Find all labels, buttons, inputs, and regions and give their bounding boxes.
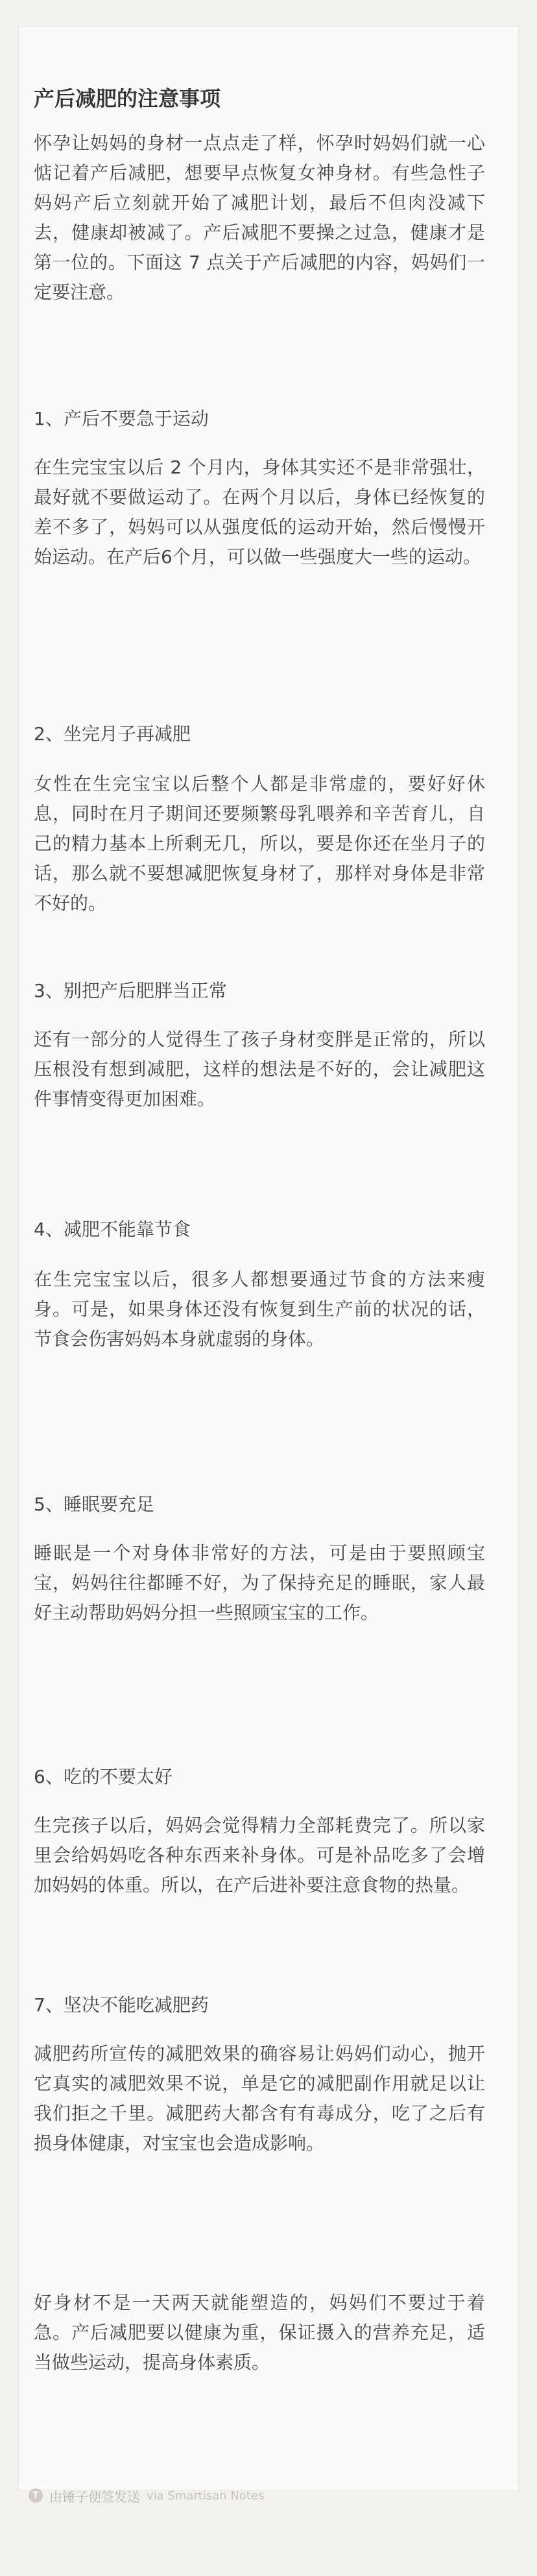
section-heading-5: 5、睡眠要充足: [34, 1494, 154, 1515]
intro-paragraph: 怀孕让妈妈的身材一点点走了样，怀孕时妈妈们就一心惦记着产后减肥，想要早点恢复女神身材。有些急性子妈妈产后立刻就开始了减肥计划，最后不但肉没减下去，健康却被减了。产后减肥不要操之过急，健康才是第一位的。下面这 7 点关于产后减肥的内容，妈妈们一定要注意。: [34, 132, 485, 303]
section-heading-3: 3、别把产后肥胖当正常: [34, 980, 227, 1001]
footer-label: 由锤子便签发送: [49, 2488, 140, 2505]
section-body-4: 在生完宝宝以后，很多人都想要通过节食的方法来瘦身。可是，如果身体还没有恢复到生产前的状况的话，节食会伤害妈妈本身就虚弱的身体。: [34, 1269, 485, 1350]
section-heading-7: 7、坚决不能吃减肥药: [34, 1994, 209, 2016]
section-body-6: 生完孩子以后，妈妈会觉得精力全部耗费完了。所以家里会给妈妈吃各种东西来补身体。可是补品吃多了会增加妈妈的体重。所以，在产后进补要注意食物的热量。: [34, 1815, 485, 1896]
section-heading-2: 2、坐完月子再减肥: [34, 723, 191, 745]
section-body-3: 还有一部分的人觉得生了孩子身材变胖是正常的，所以压根没有想到减肥，这样的想法是不好的，会让减肥这件事情变得更加困难。: [34, 1029, 485, 1110]
section-body-1: 在生完宝宝以后 2 个月内，身体其实还不是非常强壮，最好就不要做运动了。在两个月以后，身体已经恢复的差不多了，妈妈可以从强度低的运动开始，然后慢慢开始运动。在产后6个月，可以做一些强度大一些的运动。: [34, 457, 485, 567]
section-heading-6: 6、吃的不要太好: [34, 1766, 173, 1787]
section-body-5: 睡眠是一个对身体非常好的方法，可是由于要照顾宝宝，妈妈往往都睡不好，为了保持充足的睡眠，家人最好主动帮助妈妈分担一些照顾宝宝的工作。: [34, 1542, 485, 1623]
section-body-7: 减肥药所宣传的减肥效果的确容易让妈妈们动心，抛开它真实的减肥效果不说，单是它的减肥副作用就足以让我们拒之千里。减肥药大都含有有毒成分，吃了之后有损身体健康，对宝宝也会造成影响。: [34, 2043, 485, 2154]
conclusion-paragraph: 好身材不是一天两天就能塑造的，妈妈们不要过于着急。产后减肥要以健康为重，保证摄入的营养充足，适当做些运动，提高身体素质。: [34, 2292, 485, 2373]
hammer-logo-icon: T: [29, 2488, 43, 2503]
section-body-2: 女性在生完宝宝以后整个人都是非常虚的，要好好休息，同时在月子期间还要频繁母乳喂养和辛苦育儿，自己的精力基本上所剩无几，所以，要是你还在坐月子的话，那么就不要想减肥恢复身材了，那样对身体是非常不好的。: [34, 773, 485, 914]
section-heading-4: 4、减肥不能靠节食: [34, 1219, 191, 1240]
footer: [29, 2488, 264, 2503]
section-heading-1: 1、产后不要急于运动: [34, 408, 209, 429]
article-title: 产后减肥的注意事项: [34, 86, 221, 111]
footer-via: via Smartisan Notes: [147, 2488, 265, 2503]
